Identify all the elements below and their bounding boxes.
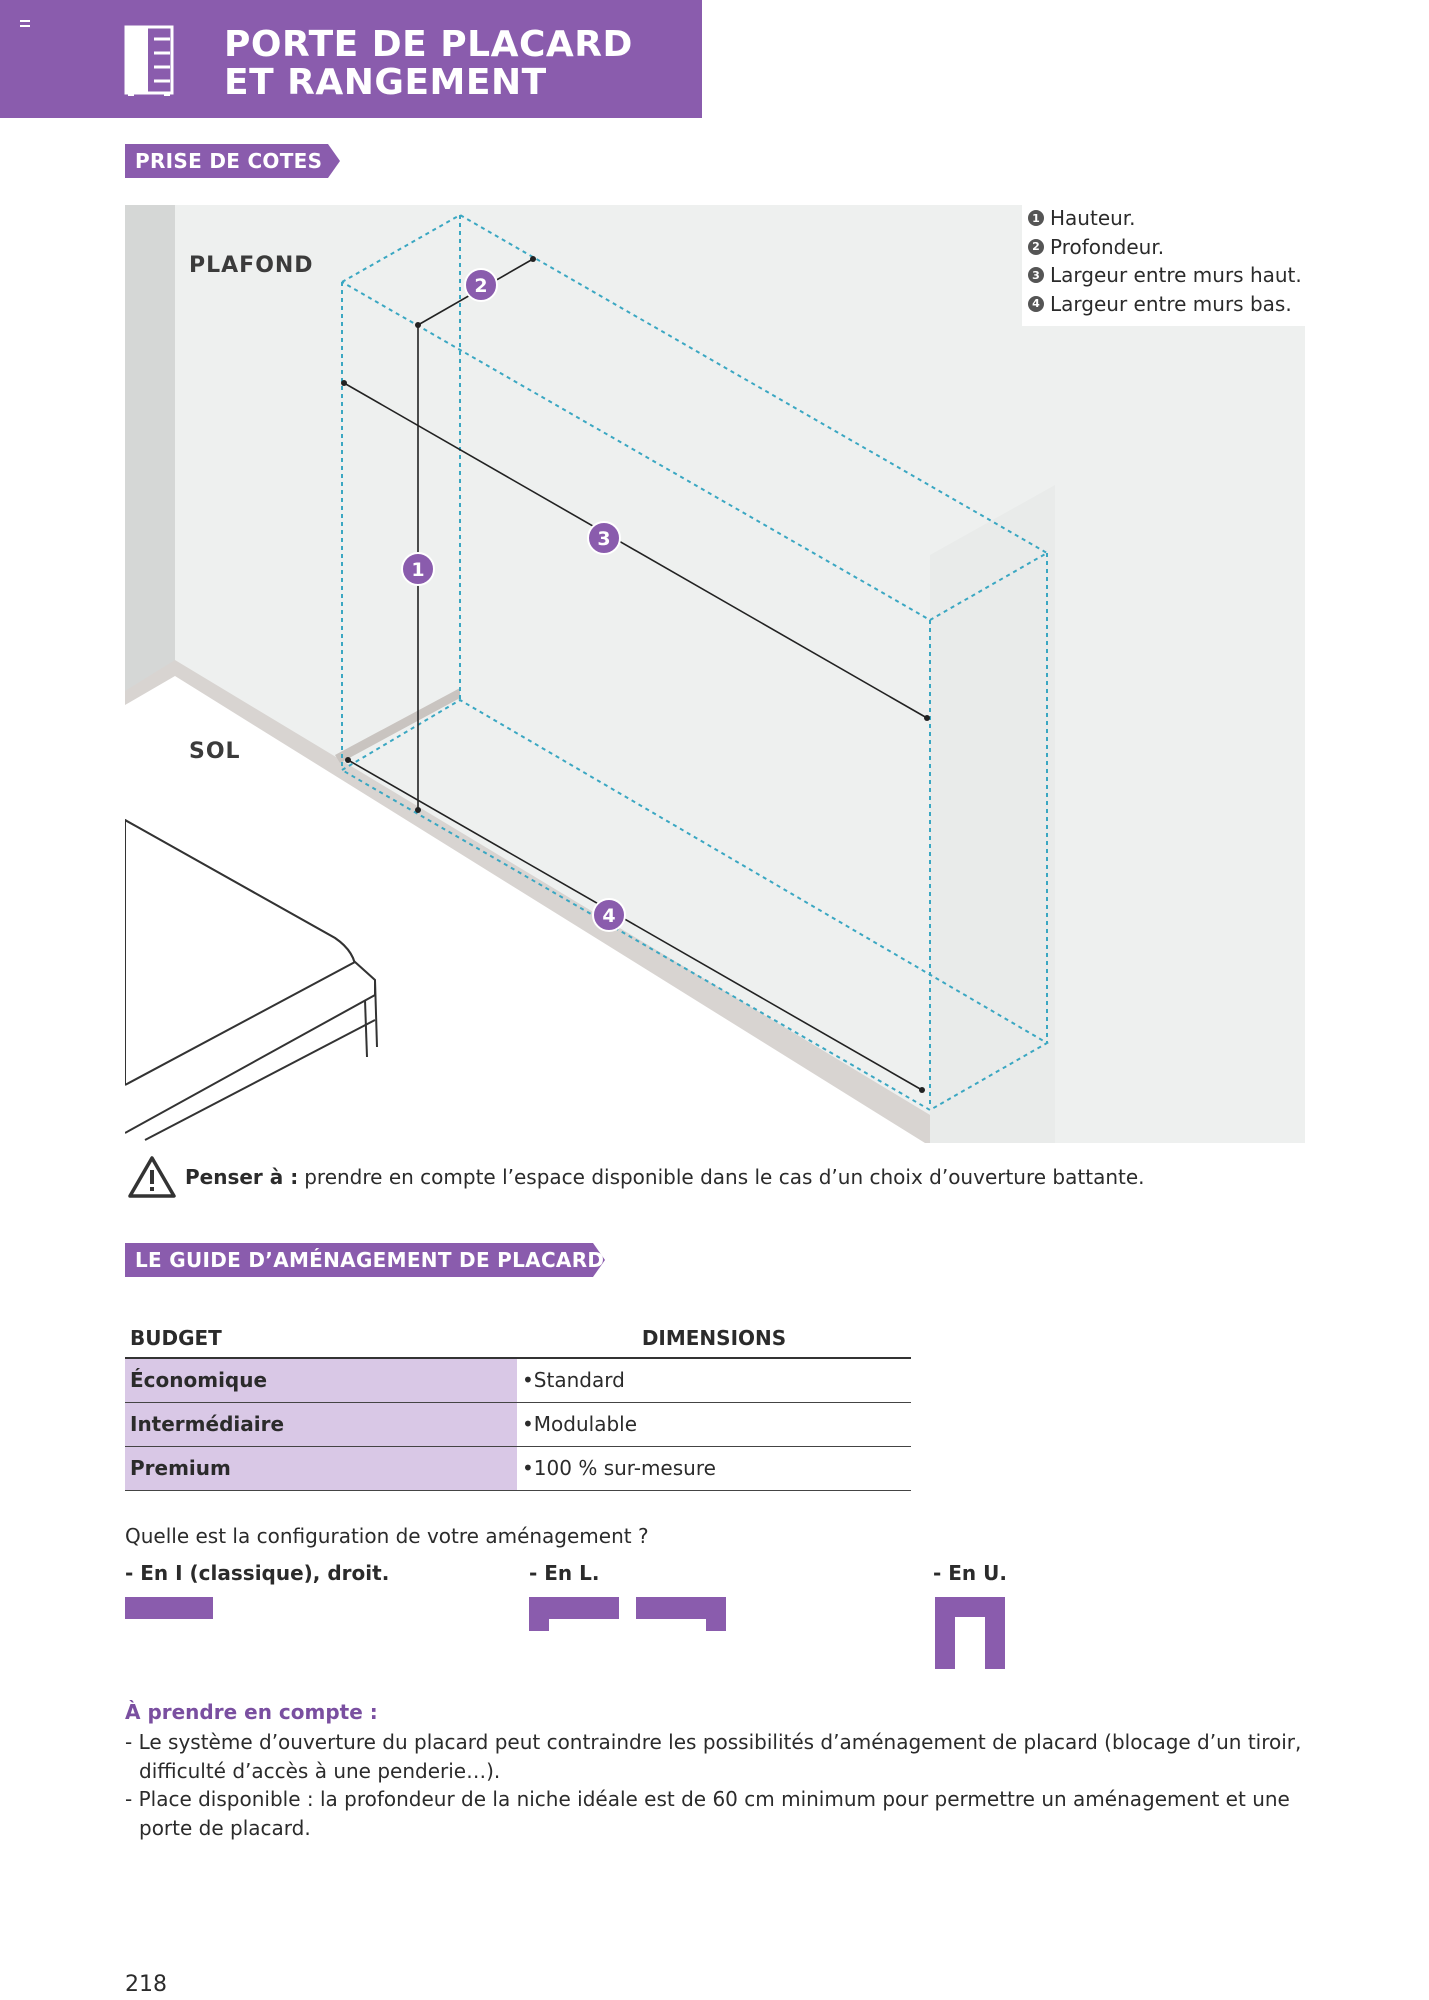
budget-table xyxy=(125,1318,911,1491)
table-row xyxy=(125,1402,911,1446)
list-item: - Le système d’ouverture du placard peut contraindre les possibilités d’aménagement de placard (blocage d’un tiroir, difficulté d’accès à une penderie…). xyxy=(125,1730,1302,1783)
config-u-label: - En U. xyxy=(933,1561,1007,1585)
config-i-label: - En I (classique), droit. xyxy=(125,1561,390,1585)
page-title-line2: ET RANGEMENT xyxy=(224,62,547,103)
header-band xyxy=(0,0,702,118)
floor-label: SOL xyxy=(189,739,241,764)
marker-4-label: 4 xyxy=(602,905,616,927)
list-item: - Place disponible : la profondeur de la niche idéale est de 60 cm minimum pour permettre un aménagement et une porte de placard. xyxy=(125,1787,1290,1840)
legend-text: Hauteur. xyxy=(1050,206,1136,231)
dimension-value: •Modulable xyxy=(517,1402,911,1446)
table-row xyxy=(125,1446,911,1490)
budget-level: Économique xyxy=(125,1358,517,1402)
legend-number: 3 xyxy=(1028,267,1044,283)
measurement-diagram xyxy=(125,205,1305,1143)
consider-title: À prendre en compte : xyxy=(125,1700,378,1724)
warning-note xyxy=(127,1155,1145,1199)
legend-item xyxy=(1028,261,1308,290)
marker-1-label: 1 xyxy=(411,559,425,581)
legend-item xyxy=(1028,204,1308,233)
marker-2 xyxy=(465,269,497,301)
warning-bold: Penser à : xyxy=(185,1165,299,1189)
page-number: 218 xyxy=(125,1972,167,1997)
legend-item xyxy=(1028,290,1308,319)
legend-number: 4 xyxy=(1028,296,1044,312)
legend-number: 2 xyxy=(1028,239,1044,255)
section-tag-label: PRISE DE COTES xyxy=(135,149,323,173)
marker-4 xyxy=(593,899,625,931)
marker-2-label: 2 xyxy=(474,275,488,297)
budget-level: Premium xyxy=(125,1446,517,1490)
menu-mark-icon xyxy=(20,20,30,28)
warning-text: prendre en compte l’espace disponible dans le cas d’un choix d’ouverture battante. xyxy=(304,1165,1145,1189)
warning-icon xyxy=(127,1155,177,1199)
legend-number: 1 xyxy=(1028,210,1044,226)
config-l-label: - En L. xyxy=(529,1561,600,1585)
ceiling-label: PLAFOND xyxy=(189,253,314,278)
closet-icon xyxy=(124,25,174,97)
page-title-line1: PORTE DE PLACARD xyxy=(224,24,633,65)
section-tag-guide xyxy=(125,1243,605,1277)
header-budget: BUDGET xyxy=(125,1318,517,1358)
table-header-row xyxy=(125,1318,911,1358)
legend-text: Largeur entre murs haut. xyxy=(1050,263,1302,288)
room-illustration xyxy=(125,205,1305,1143)
dimension-value: •100 % sur-mesure xyxy=(517,1446,911,1490)
budget-level: Intermédiaire xyxy=(125,1402,517,1446)
diagram-legend xyxy=(1022,202,1312,326)
shape-l-left-icon xyxy=(529,1597,619,1631)
section-tag-label: LE GUIDE D’AMÉNAGEMENT DE PLACARD xyxy=(135,1248,605,1272)
shape-i-icon xyxy=(125,1597,213,1619)
table-row xyxy=(125,1358,911,1402)
section-tag-prise-de-cotes xyxy=(125,144,340,178)
page-title xyxy=(224,26,633,102)
marker-3 xyxy=(588,522,620,554)
legend-text: Largeur entre murs bas. xyxy=(1050,291,1292,316)
marker-1 xyxy=(402,553,434,585)
marker-3-label: 3 xyxy=(597,528,611,550)
dimension-value: •Standard xyxy=(517,1358,911,1402)
consider-list xyxy=(125,1728,1305,1842)
shape-l-right-icon xyxy=(636,1597,726,1631)
side-wall xyxy=(125,205,175,695)
shape-u-icon xyxy=(935,1597,1005,1669)
configuration-question: Quelle est la configuration de votre aménagement ? xyxy=(125,1524,649,1548)
header-dimensions: DIMENSIONS xyxy=(517,1318,911,1358)
legend-item xyxy=(1028,233,1308,262)
legend-text: Profondeur. xyxy=(1050,234,1165,259)
